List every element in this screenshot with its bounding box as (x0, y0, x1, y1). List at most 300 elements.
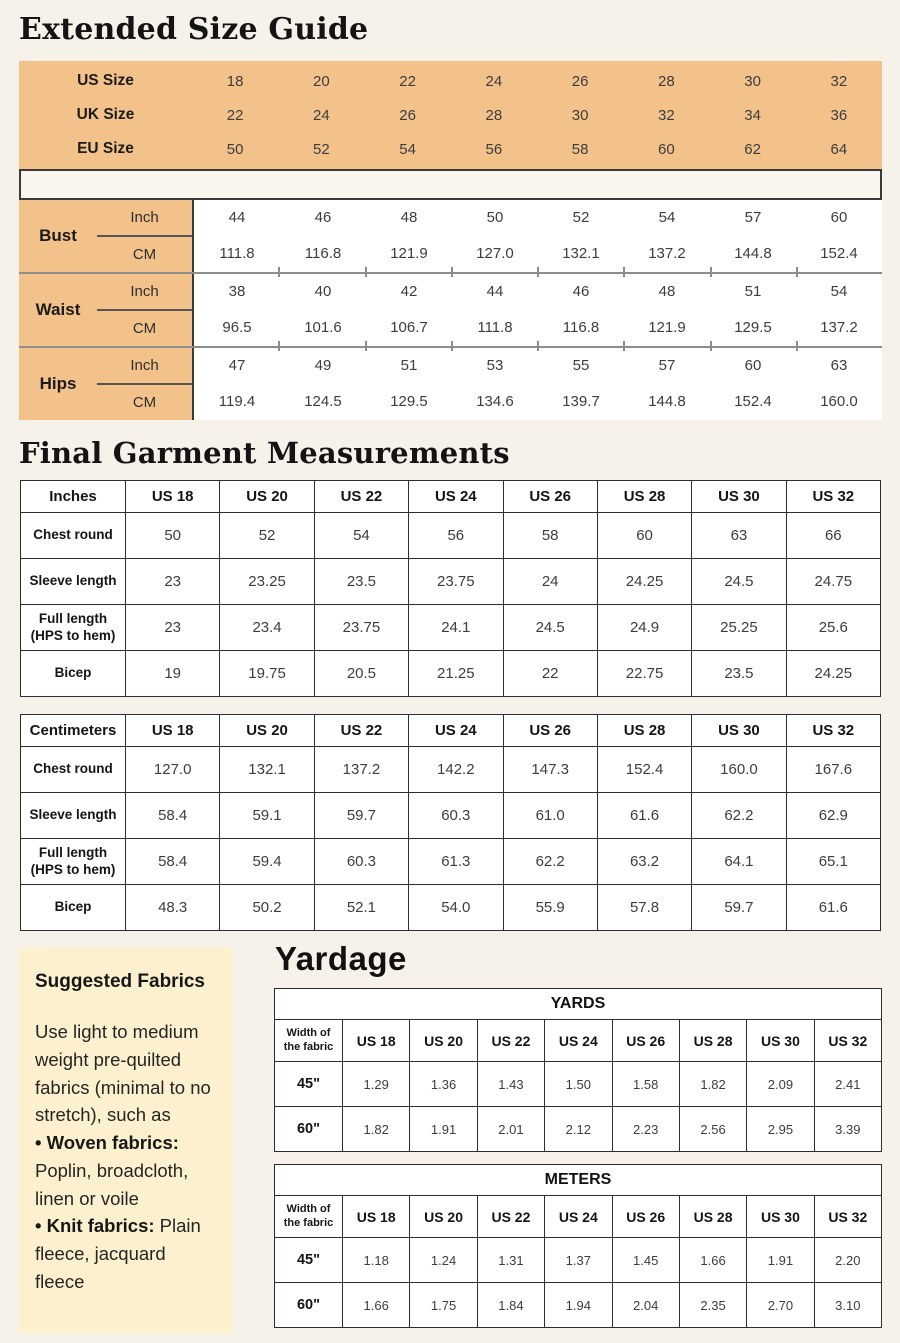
measurement-value: 144.8 (734, 245, 772, 262)
garment-value: 59.4 (220, 839, 314, 885)
garment-value: 54 (314, 513, 408, 559)
unit-label: Inch (97, 348, 192, 385)
garment-value: 147.3 (503, 747, 597, 793)
yardage-value: 2.01 (477, 1107, 544, 1152)
garment-value: 48.3 (126, 885, 220, 931)
yardage-value: 1.24 (410, 1238, 477, 1283)
garment-row-label: Sleeve length (21, 559, 126, 605)
measurement-value: 160.0 (820, 393, 858, 410)
yardage-value: 1.82 (679, 1062, 746, 1107)
garment-value: 24.5 (692, 559, 786, 605)
garment-row-label: Sleeve length (21, 793, 126, 839)
garment-value: 54.0 (409, 885, 503, 931)
garment-header-row (21, 481, 881, 513)
body-part-label: Waist (35, 300, 81, 319)
size-column-header: US 22 (314, 481, 408, 513)
group-values (192, 348, 882, 420)
size-value: 36 (830, 106, 848, 124)
garment-value: 61.6 (786, 885, 880, 931)
size-value: 54 (399, 140, 416, 158)
measurement-value: 38 (228, 283, 246, 300)
fabric-width-label: 45" (275, 1062, 343, 1107)
yardage-value: 2.09 (747, 1062, 814, 1107)
garment-value: 50 (126, 513, 220, 559)
yardage-title-row (275, 989, 882, 1020)
size-column-header: US 22 (477, 1020, 544, 1062)
size-column-header: US 20 (220, 715, 314, 747)
garment-value: 62.9 (786, 793, 880, 839)
yardage-data-row (275, 1107, 882, 1152)
yardage-value: 1.29 (343, 1062, 410, 1107)
garment-table-inches (20, 480, 881, 697)
size-system-label: US Size (77, 72, 134, 89)
measurement-row (194, 200, 882, 235)
garment-value: 23.25 (220, 559, 314, 605)
yardage-value: 2.35 (679, 1283, 746, 1328)
fabric-width-header: Width of the fabric (275, 1196, 343, 1238)
garment-value: 61.0 (503, 793, 597, 839)
garment-value: 23.5 (692, 651, 786, 697)
divider-tick (537, 341, 539, 351)
yardage-value: 1.37 (545, 1238, 612, 1283)
yardage-value: 2.70 (747, 1283, 814, 1328)
size-value: 30 (571, 106, 589, 124)
size-column-header: US 32 (814, 1020, 881, 1062)
garment-value: 50.2 (220, 885, 314, 931)
yardage-value: 1.82 (343, 1107, 410, 1152)
size-value: 64 (830, 140, 848, 158)
unit-column (97, 348, 192, 420)
measurement-value: 44 (228, 209, 246, 226)
size-column-header: US 18 (343, 1020, 410, 1062)
size-value: 20 (313, 72, 330, 90)
yardage-data-row (275, 1062, 882, 1107)
group-left (19, 348, 192, 420)
yardage-title-row (275, 1165, 882, 1196)
garment-value: 65.1 (786, 839, 880, 885)
garment-value: 25.6 (786, 605, 880, 651)
garment-value: 55.9 (503, 885, 597, 931)
measurement-value: 60 (744, 357, 762, 374)
measurement-value: 152.4 (820, 245, 858, 262)
garment-value: 21.25 (409, 651, 503, 697)
yardage-value: 3.10 (814, 1283, 881, 1328)
measurement-value: 53 (486, 357, 504, 374)
measurement-value: 121.9 (648, 319, 686, 336)
divider-tick (796, 341, 798, 351)
yardage-value: 1.18 (343, 1238, 410, 1283)
body-part-label: Hips (39, 374, 77, 393)
size-value: 26 (571, 72, 589, 90)
garment-value: 137.2 (314, 747, 408, 793)
size-column-header: US 24 (545, 1196, 612, 1238)
garment-value: 24.25 (597, 559, 691, 605)
fabric-width-label: 60" (275, 1283, 343, 1328)
size-column-header: US 22 (314, 715, 408, 747)
garment-value: 59.1 (220, 793, 314, 839)
garment-value: 59.7 (692, 885, 786, 931)
garment-value: 24 (503, 559, 597, 605)
size-column-header: US 28 (597, 481, 691, 513)
fabrics-intro-text: Use light to medium weight pre-quilted fabrics (minimal to no stretch), such as (35, 1021, 211, 1126)
size-column-header: US 28 (679, 1196, 746, 1238)
body-measurement-group (19, 200, 882, 272)
size-column-header: US 30 (692, 481, 786, 513)
size-column-header: US 18 (126, 481, 220, 513)
measurement-value: 106.7 (390, 319, 428, 336)
size-value: 50 (226, 140, 244, 158)
size-value: 30 (744, 72, 761, 90)
size-column-header: US 20 (410, 1020, 477, 1062)
garment-data-row (21, 605, 881, 651)
divider-tick (365, 341, 367, 351)
measurement-value: 54 (830, 283, 848, 300)
size-column-header: US 32 (814, 1196, 881, 1238)
measurement-value: 116.8 (562, 319, 600, 336)
measurement-row (194, 383, 882, 420)
measurement-value: 137.2 (820, 319, 858, 336)
body-part-label: Bust (39, 226, 77, 245)
yardage-value: 2.56 (679, 1107, 746, 1152)
size-value: 52 (313, 140, 330, 158)
size-value: 22 (399, 72, 416, 90)
garment-value: 160.0 (692, 747, 786, 793)
garment-value: 64.1 (692, 839, 786, 885)
size-value: 58 (571, 140, 589, 158)
yardage-value: 2.23 (612, 1107, 679, 1152)
measurement-value: 129.5 (390, 393, 428, 410)
yardage-value: 2.12 (545, 1107, 612, 1152)
measurement-value: 47 (228, 357, 246, 374)
yardage-value: 1.36 (410, 1062, 477, 1107)
measurement-value: 44 (486, 283, 504, 300)
measurement-value: 121.9 (390, 245, 428, 262)
yardage-value: 1.50 (545, 1062, 612, 1107)
yardage-value: 2.20 (814, 1238, 881, 1283)
yardage-value: 1.58 (612, 1062, 679, 1107)
yardage-value: 1.91 (410, 1107, 477, 1152)
measurement-row (194, 348, 882, 383)
yardage-header-row (275, 1020, 882, 1062)
divider-tick (451, 341, 453, 351)
knit-fabrics-bullet-label: • Knit fabrics: (35, 1215, 155, 1237)
garment-value: 60.3 (314, 839, 408, 885)
garment-row-label: Bicep (21, 885, 126, 931)
size-table-row (19, 64, 882, 98)
garment-value: 52.1 (314, 885, 408, 931)
garment-value: 24.75 (786, 559, 880, 605)
size-column-header: US 32 (786, 715, 880, 747)
divider-tick (623, 267, 625, 277)
suggested-fabrics-panel (19, 947, 233, 1333)
garment-row-label: Full length (HPS to hem) (21, 605, 126, 651)
garment-value: 58.4 (126, 793, 220, 839)
garment-value: 60 (597, 513, 691, 559)
yardage-table-yards (274, 988, 882, 1152)
garment-value: 60.3 (409, 793, 503, 839)
fabric-width-label: 60" (275, 1107, 343, 1152)
measurement-value: 40 (314, 283, 332, 300)
garment-value: 58 (503, 513, 597, 559)
unit-header: Inches (21, 481, 126, 513)
garment-row-label: Bicep (21, 651, 126, 697)
size-column-header: US 26 (503, 481, 597, 513)
measurement-value: 96.5 (222, 319, 252, 336)
fabrics-panel-text (35, 1018, 217, 1296)
woven-fabrics-bullet-text: Poplin, broadcloth, linen or voile (35, 1159, 189, 1209)
group-left (19, 274, 192, 346)
garment-data-row (21, 651, 881, 697)
garment-value: 19 (126, 651, 220, 697)
garment-value: 23.75 (314, 605, 408, 651)
measurement-value: 152.4 (734, 393, 772, 410)
garment-value: 61.6 (597, 793, 691, 839)
garment-value: 52 (220, 513, 314, 559)
size-value: 24 (313, 106, 330, 124)
size-column-header: US 30 (747, 1196, 814, 1238)
yardage-value: 1.75 (410, 1283, 477, 1328)
measurement-value: 46 (314, 209, 332, 226)
measurement-value: 48 (400, 209, 418, 226)
size-table-row (19, 98, 882, 132)
section-title-yardage: Yardage (275, 940, 407, 977)
size-value: 28 (658, 72, 675, 90)
garment-value: 57.8 (597, 885, 691, 931)
measurement-value: 119.4 (218, 393, 256, 410)
garment-value: 152.4 (597, 747, 691, 793)
garment-value: 23.4 (220, 605, 314, 651)
garment-value: 63.2 (597, 839, 691, 885)
body-measurements-table (19, 200, 882, 420)
measurement-value: 144.8 (648, 393, 686, 410)
measurement-row (194, 274, 882, 309)
size-value: 28 (485, 106, 503, 124)
garment-value: 62.2 (692, 793, 786, 839)
measurement-value: 57 (744, 209, 762, 226)
size-column-header: US 24 (409, 481, 503, 513)
size-column-header: US 20 (220, 481, 314, 513)
measurement-value: 101.6 (304, 319, 342, 336)
yardage-value: 3.39 (814, 1107, 881, 1152)
size-value: 56 (485, 140, 503, 158)
divider-tick (451, 267, 453, 277)
size-column-header: US 26 (612, 1020, 679, 1062)
measurement-value: 127.0 (476, 245, 514, 262)
unit-column (97, 200, 192, 272)
garment-value: 22 (503, 651, 597, 697)
garment-value: 132.1 (220, 747, 314, 793)
size-column-header: US 22 (477, 1196, 544, 1238)
garment-value: 56 (409, 513, 503, 559)
measurement-value: 52 (572, 209, 590, 226)
size-value: 34 (744, 106, 761, 124)
garment-value: 23.75 (409, 559, 503, 605)
measurement-value: 111.8 (477, 319, 513, 336)
section-title-final-garment-measurements: Final Garment Measurements (19, 436, 510, 470)
yardage-value: 2.04 (612, 1283, 679, 1328)
measurement-value: 49 (314, 357, 332, 374)
garment-value: 19.75 (220, 651, 314, 697)
yardage-value: 1.43 (477, 1062, 544, 1107)
yardage-value: 1.66 (679, 1238, 746, 1283)
size-column-header: US 28 (679, 1020, 746, 1062)
yardage-value: 1.91 (747, 1238, 814, 1283)
size-column-header: US 30 (692, 715, 786, 747)
garment-data-row (21, 513, 881, 559)
garment-data-row (21, 559, 881, 605)
measurement-value: 134.6 (476, 393, 514, 410)
size-column-header: US 24 (545, 1020, 612, 1062)
garment-value: 25.25 (692, 605, 786, 651)
unit-label: CM (132, 320, 157, 337)
garment-table-centimeters (20, 714, 881, 931)
divider-tick (796, 267, 798, 277)
yardage-data-row (275, 1238, 882, 1283)
size-column-header: US 32 (786, 481, 880, 513)
size-system-label: EU Size (77, 140, 134, 157)
garment-value: 58.4 (126, 839, 220, 885)
unit-header: Centimeters (21, 715, 126, 747)
garment-value: 167.6 (786, 747, 880, 793)
unit-label: CM (132, 394, 157, 411)
size-column-header: US 20 (410, 1196, 477, 1238)
divider-tick (278, 267, 280, 277)
yardage-value: 2.95 (747, 1107, 814, 1152)
size-column-header: US 24 (409, 715, 503, 747)
divider-tick (278, 341, 280, 351)
garment-value: 63 (692, 513, 786, 559)
size-conversion-table (19, 61, 882, 169)
size-column-header: US 18 (126, 715, 220, 747)
divider-tick (710, 341, 712, 351)
garment-data-row (21, 793, 881, 839)
measurement-value: 50 (486, 209, 504, 226)
yardage-value: 1.31 (477, 1238, 544, 1283)
unit-label: Inch (97, 274, 192, 311)
yardage-table-meters (274, 1164, 882, 1328)
size-value: 24 (485, 72, 503, 90)
measurement-value: 48 (658, 283, 676, 300)
size-value: 32 (658, 106, 675, 124)
fabrics-panel-title: Suggested Fabrics (35, 971, 205, 992)
unit-column (97, 274, 192, 346)
garment-header-row (21, 715, 881, 747)
garment-value: 23 (126, 605, 220, 651)
size-value: 60 (658, 140, 675, 158)
measurement-value: 129.5 (734, 319, 772, 336)
garment-value: 24.1 (409, 605, 503, 651)
divider-tick (710, 267, 712, 277)
garment-row-label: Full length (HPS to hem) (21, 839, 126, 885)
garment-row-label: Chest round (21, 747, 126, 793)
measurement-value: 60 (830, 209, 848, 226)
garment-data-row (21, 747, 881, 793)
size-column-header: US 18 (343, 1196, 410, 1238)
unit-label: Inch (97, 200, 192, 237)
garment-value: 61.3 (409, 839, 503, 885)
size-column-header: US 26 (612, 1196, 679, 1238)
garment-value: 23 (126, 559, 220, 605)
fabric-width-label: 45" (275, 1238, 343, 1283)
garment-row-label: Chest round (21, 513, 126, 559)
body-measurement-group (19, 346, 882, 420)
yardage-value: 1.66 (343, 1283, 410, 1328)
yardage-unit-title: YARDS (275, 989, 882, 1020)
divider-tick (537, 267, 539, 277)
garment-data-row (21, 885, 881, 931)
measurement-value: 132.1 (562, 245, 600, 262)
divider-tick (623, 341, 625, 351)
measurement-value: 63 (830, 357, 848, 374)
group-left (19, 200, 192, 272)
size-column-header: US 30 (747, 1020, 814, 1062)
garment-value: 142.2 (409, 747, 503, 793)
page-title-extended-size-guide: Extended Size Guide (19, 12, 369, 47)
empty-spacer-box (19, 169, 882, 200)
body-measurement-group (19, 272, 882, 346)
bottom-section (19, 940, 900, 1333)
measurement-value: 42 (400, 283, 418, 300)
divider-tick (365, 267, 367, 277)
yardage-value: 1.94 (545, 1283, 612, 1328)
knit-fabrics-bullet-text: Plain fleece, jacquard fleece (35, 1215, 201, 1292)
measurement-value: 139.7 (562, 393, 600, 410)
size-column-header: US 26 (503, 715, 597, 747)
measurement-value: 111.8 (219, 245, 255, 262)
garment-value: 24.9 (597, 605, 691, 651)
size-value: 32 (830, 72, 848, 90)
yardage-column (274, 940, 882, 1333)
yardage-data-row (275, 1283, 882, 1328)
size-value: 18 (226, 72, 244, 90)
yardage-value: 2.41 (814, 1062, 881, 1107)
unit-label: CM (132, 246, 157, 263)
measurement-value: 57 (658, 357, 676, 374)
garment-value: 24.25 (786, 651, 880, 697)
yardage-unit-title: METERS (275, 1165, 882, 1196)
garment-value: 66 (786, 513, 880, 559)
group-values (192, 274, 882, 346)
garment-value: 59.7 (314, 793, 408, 839)
group-values (192, 200, 882, 272)
size-value: 22 (226, 106, 244, 124)
measurement-value: 124.5 (304, 393, 342, 410)
measurement-value: 51 (400, 357, 418, 374)
yardage-header-row (275, 1196, 882, 1238)
yardage-value: 1.84 (477, 1283, 544, 1328)
measurement-value: 116.8 (304, 245, 342, 262)
measurement-value: 46 (572, 283, 590, 300)
measurement-value: 54 (658, 209, 676, 226)
garment-value: 23.5 (314, 559, 408, 605)
woven-fabrics-bullet-label: • Woven fabrics: (35, 1132, 179, 1153)
yardage-value: 1.45 (612, 1238, 679, 1283)
measurement-value: 55 (572, 357, 590, 374)
size-column-header: US 28 (597, 715, 691, 747)
size-value: 26 (399, 106, 416, 124)
garment-value: 22.75 (597, 651, 691, 697)
size-system-label: UK Size (76, 106, 135, 123)
size-value: 62 (744, 140, 761, 158)
garment-value: 24.5 (503, 605, 597, 651)
garment-value: 20.5 (314, 651, 408, 697)
fabric-width-header: Width of the fabric (275, 1020, 343, 1062)
measurement-value: 137.2 (648, 245, 686, 262)
size-table-row (19, 132, 882, 166)
garment-value: 62.2 (503, 839, 597, 885)
garment-value: 127.0 (126, 747, 220, 793)
garment-data-row (21, 839, 881, 885)
